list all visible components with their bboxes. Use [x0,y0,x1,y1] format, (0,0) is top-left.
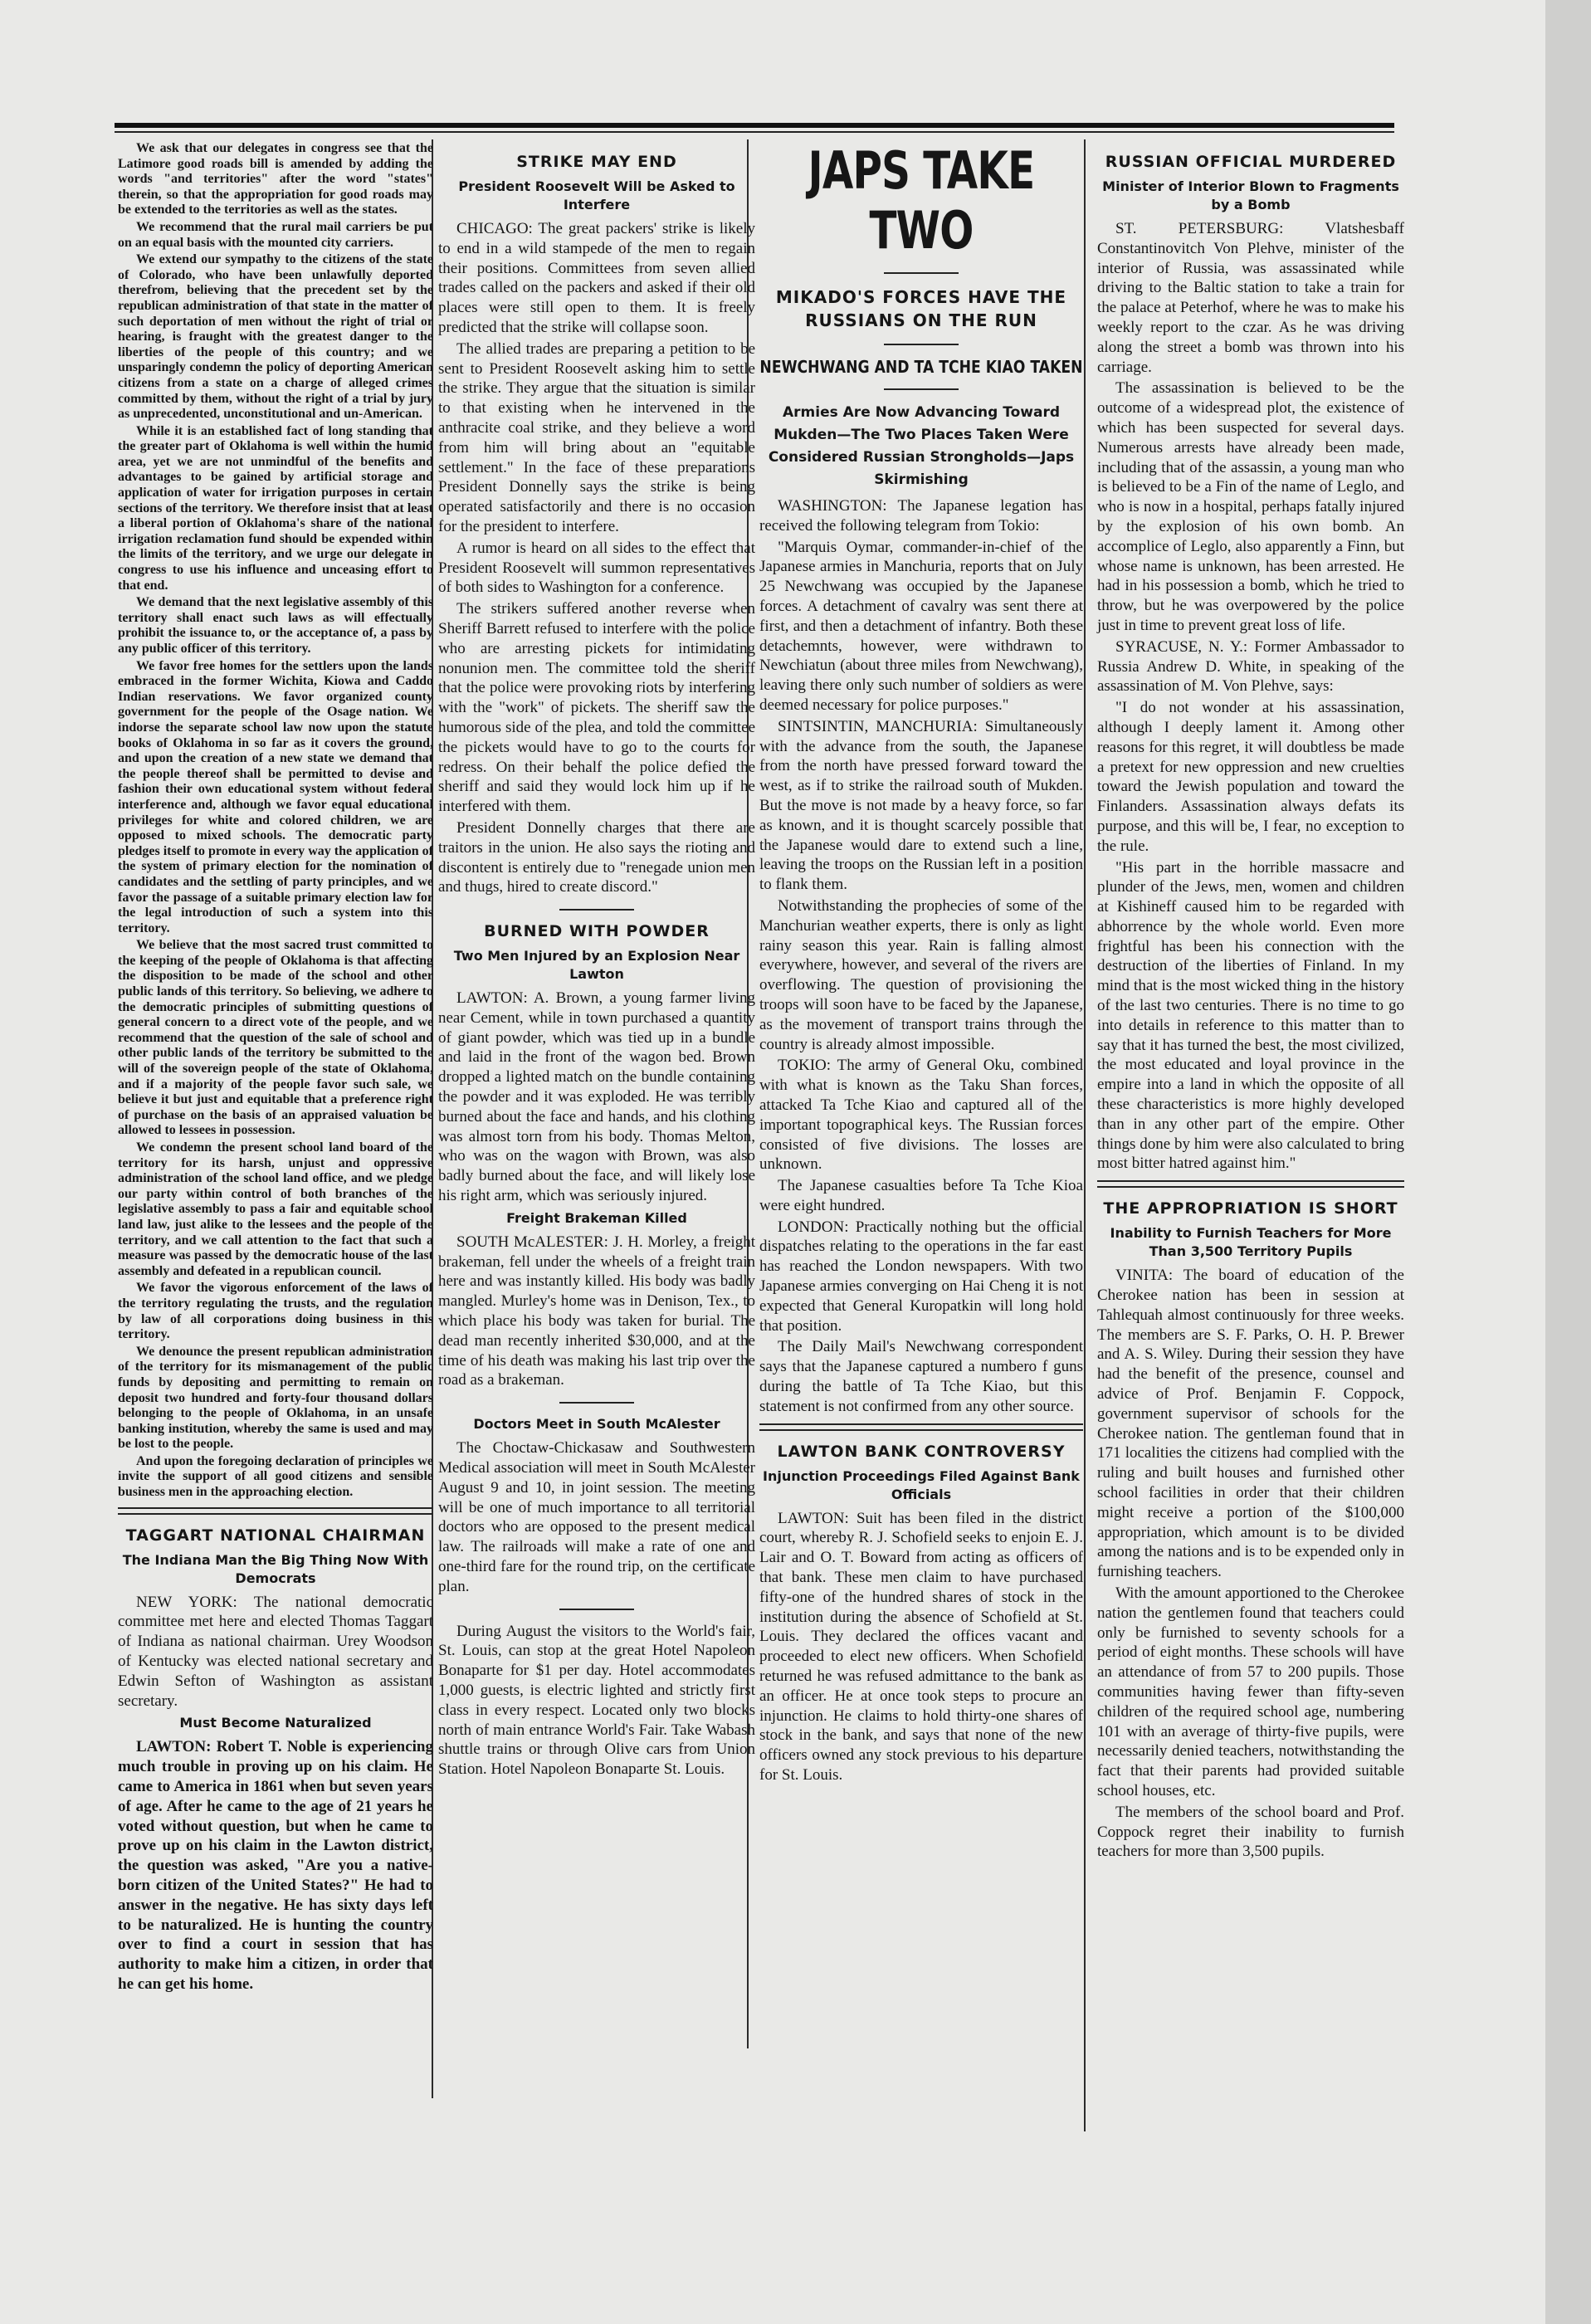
paragraph: With the amount apportioned to the Cherokee nation the gentlemen found that teachers could only be furnished to seventy schools for a period of eight months. These schools will have an attendance of from 57 to 200 pupils. Those communities having fewer than fifty-seven children of the required school age, numbering 101 with an average of thirty-five pupils, were necessarily denied teachers, notwithstanding the fact that their parents had provided suitable school houses, etc. [1097,1584,1404,1799]
paragraph: WASHINGTON: The Japanese legation has received the following telegram from Tokio: [759,497,1083,535]
subheadline: Two Men Injured by an Explosion Near Lawton [453,948,740,983]
paragraph: "Marquis Oymar, commander-in-chief of the Japanese armies in Manchuria, reports that on July 25 Newchwang was occupied by the Japanese forces. A detachment of cavalry was sent there at first, and then a detachment of infantry. Both these detachemnts, however, were withdrawn to Newchiatun (about three miles from Newchwang), leaving there only such number of soldiers as were deemed necessary for police purposes." [759,538,1083,714]
paragraph: The allied trades are preparing a petition to be sent to President Roosevelt asking him to settle the strike. They argue that the situation is similar to that existing when he intervened in the anthracite coal strike, and they believe a word from him will bring about an "equitable settlement." In the face of these preparations President Donnelly says the strike is being operated satisfactorily and there is no occasion for the president to interfere. [438,339,755,535]
headline: BURNED WITH POWDER [484,922,710,941]
paragraph: We favor free homes for the settlers upon the lands embraced in the former Wichita, Kiowa and Caddo Indian reservations. We favor organized county government for the people of the Osage nation. We indorse the separate school law now upon the statute books of Oklahoma in so far as it covers the ground, and upon the creation of a new state we demand that the people thereof shall be permitted to devise and fashion their own educational system without federal interference and, although we favor equal educational privileges for white and colored children, we are opposed to mixed schools. The democratic party pledges itself to promote in every way the application of the system of primary election for the nomination of candidates and the settling of party principles, and we favor the passage of a suitable primary election law for the legal introduction of such a system into this territory. [118,658,433,935]
paragraph: TOKIO: The army of General Oku, combined with what is known as the Taku Shan forces, attacked Ta Tche Kiao and captured all of the important topographical keys. The Russian forces consisted of five divisions. The losses are unknown. [759,1057,1083,1174]
divider [884,272,959,274]
paragraph: "I do not wonder at his assassination, although I deeply lament it. Among other reasons for this regret, it will doubtless be made a pretext for new oppression and new cruelties toward the Jewish population and toward the Finlanders. Assassination always defats its purpose, and this will be, I fear, no exception to the rule. [1097,699,1404,855]
headline: LAWTON BANK CONTROVERSY [777,1442,1066,1461]
headline: TAGGART NATIONAL CHAIRMAN [125,1526,426,1545]
paragraph: We denounce the present republican administration of the territory for its mismanagement of the public funds by depositing and permitting to remain on deposit two hundred and forty-four thousand dollars belonging to the people of Oklahoma, in an unsafe banking institution, whereby the same is used and may be lost to the people. [118,1344,433,1452]
paragraph: We ask that our delegates in congress see that the Latimore good roads bill is amended by adding the words "and territories" after the word "states" therein, so that the appropriation for good roads may be extended to the territories as well as the states. [118,141,433,217]
section-divider [118,1507,433,1515]
headline: THE APPROPRIATION IS SHORT [1103,1199,1398,1218]
paragraph: The Japanese casualties before Ta Tche Kioa were eight hundred. [759,1177,1083,1214]
deck: NEWCHWANG AND TA TCHE KIAO TAKEN [759,357,1083,377]
paragraph: LAWTON: A. Brown, a young farmer living near Cement, while in town purchased a quantity of giant powder, which was tied up in a bundle and laid in the front of the wagon bed. Brown dropped a lighted match on the bundle containing the powder and it was exploded. He was terribly burned about the face and hands, and his clothing was almost torn from his body. Thomas Melton, who was on the wagon with Brown, was also badly burned about the face, and will likely lose his right arm, which was seriously injured. [438,989,755,1205]
paragraph: NEW YORK: The national democratic committee met here and elected Thomas Taggart of Indiana as national chairman. Urey Woodson of Kentucky was elected national secretary and Edwin Sefton of Washington as assistant secretary. [118,1593,433,1710]
subheadline: Doctors Meet in South McAlester [473,1416,720,1433]
subheadline: President Roosevelt Will be Asked to Interfere [458,178,735,212]
top-rule [115,123,1394,128]
paragraph: LAWTON: Suit has been filed in the district court, whereby R. J. Schofield seeks to enjoin E. J. Lair and O. T. Boward from acting as officers of that bank. These men claim to have purchased fifty-one of the hundred shares of stock in the institution during the absence of Schofield at St. Louis. They declared the offices vacant and proceeded to elect new officers. When Schofield returned he was refused admittance to the bank as an officer. He at once took steps to procure an injunction. He claims to hold thirty-one shares of stock in the bank, and says that none of the new officers owned any stock previous to his departure for St. Louis. [759,1509,1083,1784]
paragraph: Notwithstanding the prophecies of some of the Manchurian weather experts, there is only as light rainy season this year. Rain is falling almost everywhere, however, and several of the rivers are overflowing. The question of provisioning the troops will soon have to be faced by the Japanese, as the movement of transport trains through the country is already almost impossible. [759,896,1083,1053]
divider [559,1609,634,1610]
paragraph: We condemn the present school land board of the territory for its harsh, unjust and oppressive administration of the school land office, and we pledge our party within control of both branches of the legislative assembly to pass a fair and equitable school land law, just alike to the lessees and the people of the territory, and we call attention to the fact that such a measure was passed by the democratic house of the last assembly and defeated in a republican council. [118,1140,433,1278]
paragraph: LAWTON: Robert T. Noble is experiencing much trouble in proving up on his claim. He came to America in 1861 when but seven years of age. After he came to the age of 21 years he voted without question, but when he came to prove up on his claim in the Lawton district, the question was asked, "Are you a native-born citizen of the United States?" He had to answer in the negative. He has sixty days left to be naturalized. He is hunting the country over to find a court in session that has authority to make him a citizen, in order that he can get his home. [118,1738,433,1993]
paragraph: LONDON: Practically nothing but the official dispatches relating to the operations in the far east has reached the London newspapers. With two Japanese armies converging on Hai Cheng it is not expected that General Kuropatkin will long hold that position. [759,1218,1083,1335]
paragraph: VINITA: The board of education of the Cherokee nation has been in session at Tahlequah almost continuously for three weeks. The members are S. F. Parks, O. H. P. Brewer and A. S. Wiley. During their session they have had the benefit of the presence, counsel and advice of Prof. Benjamin F. Coppock, government supervisor of schools for the Cherokee nation. The gentleman found that in 171 localities the citizens had complied with the ruling and built houses and furnished other school facilities in order that their children might receive a portion of the $100,000 appropriation, which amount is to be divided among the nations and is to be expended only in furnishing teachers. [1097,1267,1404,1581]
headline: STRIKE MAY END [516,153,677,171]
paragraph: President Donnelly charges that there are traitors in the union. He also says the rioting and discontent is entirely due to "renegade union men and thugs, hired to create discord." [438,818,755,896]
section-divider [1097,1180,1404,1188]
paragraph: The strikers suffered another reverse when Sheriff Barrett refused to interfere with the police who are arresting pickets for intimidating nonunion men. The committee told the sheriff that the police were provoking riots by interfering with the "work" of pickets. The sheriff saw the humorous side of the plea, and told the committee the pickets would have to go to the courts for redress. On their behalf the police defied the sheriff and said they would lock him up if he interfered with them. [438,600,755,816]
paragraph: "His part in the horrible massacre and plunder of the Jews, men, women and children at Kishineff caused him to be regarded with abhorrence by the whole world. Even more frightful has been his connection with the destruction of the liberties of Finland. In my mind that is the most wicked thing in the history of the last two centuries. There is no time to go into details in reference to this matter than to say that it has turned the best, the most civilized, the most educated and loyal province in the empire into a land in which the opposite of all these characteristics is more highly developed than in any other part of the empire. Other things done by him were also calculated to bring most bitter hatred against him." [1097,858,1404,1173]
subheadline: Inability to Furnish Teachers for More Than 3,500 Territory Pupils [1110,1225,1392,1260]
main-headline: JAPS TAKE TWO [808,141,1035,261]
paragraph: We favor the vigorous enforcement of the laws of the territory regulating the trusts, and the regulation by law of all corporations doing business in this territory. [118,1281,433,1342]
divider [559,909,634,911]
paragraph: We believe that the most sacred trust committed to the keeping of the people of Oklahoma is that affecting the disposition to be made of the school and other public lands of this territory. So believing, we adhere to the democratic principles of submitting questions of general concern to a direct vote of the people, and we recommend that the question of the sale of school and other public lands of the territory be submitted to the will of the sovereign people of the state of Oklahoma, and if a majority of the people favor such sale, we believe it but just and equitable that a preference right of purchase on the basis of an appraised valuation be allowed to lessees in possession. [118,938,433,1138]
divider [884,388,959,390]
column-rule [1084,139,1086,2131]
paragraph: We demand that the next legislative assembly of this territory shall enact such laws as will effectually prohibit the issuance to, or the acceptance of, a pass by any public officer of this territory. [118,595,433,656]
paragraph: During August the visitors to the World's fair, St. Louis, can stop at the great Hotel Napoleon Bonaparte for $1 per day. Hotel accommodates 1,000 guests, is electric lighted and strictly first class in every respect. Located only two blocks north of main entrance World's Fair. Take Wabash shuttle trains or through Olive cars from Union Station. Hotel Napoleon Bonaparte St. Louis. [438,1622,755,1779]
column-3 [751,141,1083,2058]
paragraph: We recommend that the rural mail carriers be put on an equal basis with the mounted city carriers. [118,219,433,250]
paragraph: While it is an established fact of long standing that the greater part of Oklahoma is well within the humid area, yet we are not unmindful of the benefits and advantages to be gained by artificial storage and application of water for irrigation purposes in certain sections of the territory. We therefore insist that at least a liberal portion of Oklahoma's share of the national irrigation reclamation fund should be expended within the limits of the territory, and we urge our delegate in congress to use his influence and unceasing effort to that end. [118,423,433,593]
paragraph: And upon the foregoing declaration of principles we invite the support of all good citizens and sensible business men in the approaching election. [118,1453,433,1500]
subheadline: The Indiana Man the Big Thing Now With Democrats [122,1551,429,1586]
paragraph: SINTSINTIN, MANCHURIA: Simultaneously with the advance from the south, the Japanese from the north have pressed forward toward the west, as if to strike the railroad south of Mukden. But the move is not made by a heavy force, so far as known, and it is thought scarcely possible that the Japanese would dare to extend such a line, leaving the troops on the Russian left in a position to flank them. [759,717,1083,894]
paragraph: The Choctaw-Chickasaw and Southwestern Medical association will meet in South McAlester August 9 and 10, in joint session. The meeting will be one of much importance to all territorial doctors who are opposed to the present medical law. The railroads will make a rate of one and one-third fare for the round trip, on the certificate plan. [438,1439,755,1595]
subheadline: Injunction Proceedings Filed Against Bank Officials [763,1467,1080,1502]
deck: MIKADO'S FORCES HAVE THE RUSSIANS ON THE RUN [775,287,1067,330]
paragraph: SYRACUSE, N. Y.: Former Ambassador to Russia Andrew D. White, in speaking of the assassination of M. Von Plehve, says: [1097,637,1404,696]
paragraph: ST. PETERSBURG: Vlatshesbaff Constantinovitch Von Plehve, minister of the interior of Russia, was assassinated while driving to the Baltic station to take a train for the palace at Peterhof, where he was to make his weekly report to the czar. As he was driving along the street a bomb was thrown into his carriage. [1097,220,1404,376]
paragraph: CHICAGO: The great packers' strike is likely to end in a wild stampede of the men to regain their positions. Committees from seven allied trades called on the packers and asked if their old places were still open to them. It is freely predicted that the strike will collapse soon. [438,220,755,336]
section-divider [759,1423,1083,1431]
subheadline: Must Become Naturalized [179,1715,372,1731]
paragraph: The members of the school board and Prof. Coppock regret their inability to furnish teachers for more than 3,500 pupils. [1097,1803,1404,1861]
paragraph: SOUTH McALESTER: J. H. Morley, a freight brakeman, fell under the wheels of a freight train here and was instantly killed. His body was badly mangled. Murley's home was in Denison, Tex., to which place his body was taken for burial. The dead man recently inherited $30,000, and at the time of his death was making his last trip over the road as a brakeman. [438,1233,755,1389]
paragraph: We extend our sympathy to the citizens of the state of Colorado, who have been unlawfully deported therefrom, believing that the precedent set by the republican administration of that state in the matter of such deportation of men without the right of trial or hearing, is fraught with the greatest danger to the liberties of the people of this country; and we unsparingly condemn the policy of deporting American citizens from a state on a charge of alleged crimes committed by them, without the right of a trial by jury as unprecedented, unconstitutional and un-American. [118,252,433,422]
column-2 [422,141,755,2100]
headline: RUSSIAN OFFICIAL MURDERED [1105,153,1397,171]
paragraph: A rumor is heard on all sides to the effect that President Roosevelt will summon representatives of both sides to Washington for a conference. [438,539,755,597]
paragraph: The assassination is believed to be the outcome of a widespread plot, the existence of which has been suspected for several days. Numerous arrests have already been made, including that of the assassin, a young man who is believed to be a Fin of the name of Leglo, and who is now in a hospital, perhaps fatally injured by the explosion of his own bomb. An accomplice of Leglo, also apparently a Finn, but whose name is unknown, has been arrested. He had in his possession a bomb, which he tried to throw, but he was overpowered by the police just in time to prevent great loss of life. [1097,379,1404,634]
divider [884,344,959,345]
subheadline: Freight Brakeman Killed [506,1209,687,1226]
column-1 [118,141,433,2133]
subheadline: Minister of Interior Blown to Fragments by a Bomb [1102,178,1399,212]
page-edge [1545,0,1591,2324]
column-4 [1089,141,1404,2141]
top-rule-thin [115,131,1394,133]
deck: Armies Are Now Advancing Toward Mukden—The Two Places Taken Were Considered Russian Strongholds—Japs Skirmishing [768,404,1075,488]
paragraph: The Daily Mail's Newchwang correspondent says that the Japanese captured a numbero f guns during the battle of Ta Tche Kiao, but this statement is not confirmed from any other source. [759,1338,1083,1415]
divider [559,1402,634,1404]
